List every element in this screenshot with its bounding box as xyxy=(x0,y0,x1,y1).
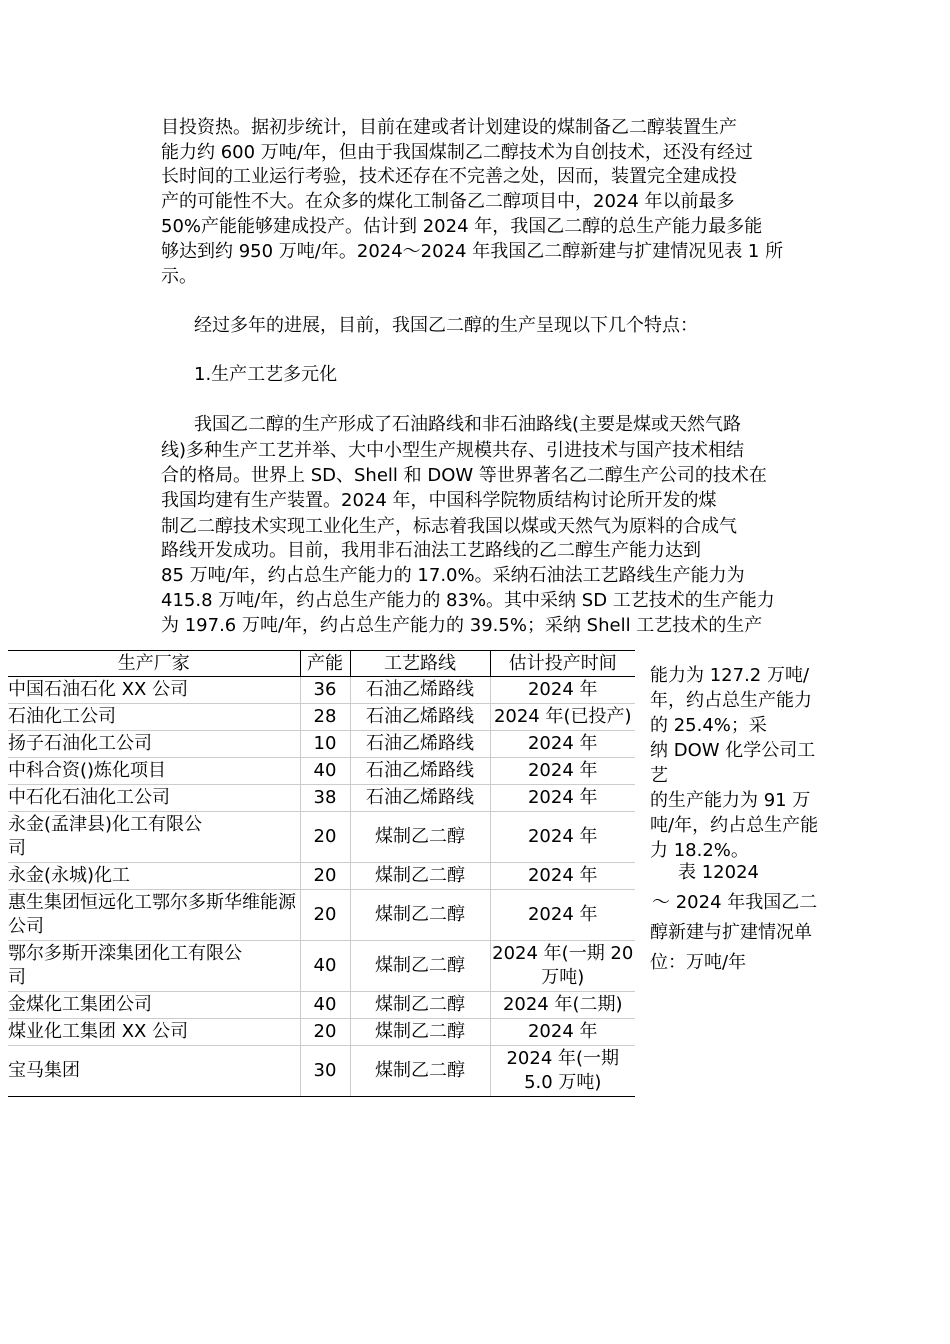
side-line: 艺 xyxy=(650,765,668,786)
text-line: 能力约 600 万吨/年，但由于我国煤制乙二醇技术为自创技术，还没有经过 xyxy=(161,142,753,163)
table-row xyxy=(8,704,635,731)
side-line: 年，约占总生产能力 xyxy=(650,690,812,711)
cell-capacity: 40 xyxy=(300,758,350,785)
cell-date: 2024 年 xyxy=(490,863,635,890)
cell-company: 中石化石油化工公司 xyxy=(8,785,300,812)
cell-company: 扬子石油化工公司 xyxy=(8,731,300,758)
text-line: 长时间的工业运行考验，技术还存在不完善之处，因而，装置完全建成投 xyxy=(161,166,737,187)
text-line: 路线开发成功。目前，我用非石油法工艺路线的乙二醇生产能力达到 xyxy=(161,540,701,561)
table-row xyxy=(8,677,635,704)
cell-route: 石油乙烯路线 xyxy=(350,758,490,785)
cell-company xyxy=(8,941,300,992)
cell-capacity: 20 xyxy=(300,863,350,890)
table-row xyxy=(8,812,635,863)
cell-route: 煤制乙二醇 xyxy=(350,1019,490,1046)
side-line: 的生产能力为 91 万 xyxy=(650,790,811,811)
text-line: 我国乙二醇的生产形成了石油路线和非石油路线(主要是煤或天然气路 xyxy=(194,414,742,435)
text-line: 415.8 万吨/年，约占总生产能力的 83%。其中采纳 SD 工艺技术的生产能力 xyxy=(161,590,775,611)
cell-date: 2024 年(已投产) xyxy=(490,704,635,731)
cell-capacity: 40 xyxy=(300,992,350,1019)
cell-capacity: 20 xyxy=(300,890,350,941)
table-row xyxy=(8,863,635,890)
cell-capacity: 20 xyxy=(300,812,350,863)
header-route: 工艺路线 xyxy=(350,651,490,677)
text-line: 我国均建有生产装置。2024 年，中国科学院物质结构讨论所开发的煤 xyxy=(161,490,717,511)
cell-route: 石油乙烯路线 xyxy=(350,704,490,731)
text-line: 够达到约 950 万吨/年。2024～2024 年我国乙二醇新建与扩建情况见表 1 所 xyxy=(161,241,784,262)
cell-route: 石油乙烯路线 xyxy=(350,731,490,758)
text-line: 合的格局。世界上 SD、Shell 和 DOW 等世界著名乙二醇生产公司的技术在 xyxy=(161,465,767,486)
capacity-table xyxy=(8,650,635,1097)
cell-company: 惠生集团恒远化工鄂尔多斯华维能源公司 xyxy=(8,890,300,941)
cell-company: 石油化工公司 xyxy=(8,704,300,731)
cell-capacity: 20 xyxy=(300,1019,350,1046)
cell-route: 石油乙烯路线 xyxy=(350,785,490,812)
cell-company: 宝马集团 xyxy=(8,1046,300,1097)
cell-route: 煤制乙二醇 xyxy=(350,863,490,890)
cell-date: 2024 年 xyxy=(490,731,635,758)
cell-capacity: 30 xyxy=(300,1046,350,1097)
text-line: 85 万吨/年，约占总生产能力的 17.0%。采纳石油法工艺路线生产能力为 xyxy=(161,565,745,586)
text-line: 制乙二醇技术实现工业化生产，标志着我国以煤或天然气为原料的合成气 xyxy=(161,516,737,537)
paragraph-features-intro: 经过多年的进展，目前，我国乙二醇的生产呈现以下几个特点： xyxy=(194,315,698,336)
cell-date: 2024 年 xyxy=(490,890,635,941)
cell-route: 石油乙烯路线 xyxy=(350,677,490,704)
text-line: 产的可能性不大。在众多的煤化工制备乙二醇项目中，2024 年以前最多 xyxy=(161,191,735,212)
table-row xyxy=(8,785,635,812)
table-row xyxy=(8,941,635,992)
cell-date: 2024 年 xyxy=(490,812,635,863)
caption-line: ～ 2024 年我国乙二 xyxy=(652,892,818,913)
cell-date: 2024 年 xyxy=(490,758,635,785)
cell-date: 2024 年 xyxy=(490,677,635,704)
side-line: 纳 DOW 化学公司工 xyxy=(650,740,816,761)
cell-date: 2024 年(一期 5.0 万吨) xyxy=(490,1046,635,1097)
table-row xyxy=(8,890,635,941)
text-line: 50%产能能够建成投产。估计到 2024 年，我国乙二醇的总生产能力最多能 xyxy=(161,216,763,237)
text-line: 线)多种生产工艺并举、大中小型生产规模共存、引进技术与国产技术相结 xyxy=(161,440,745,461)
cell-company xyxy=(8,812,300,863)
cell-date: 2024 年(一期 20 万吨) xyxy=(490,941,635,992)
header-capacity: 产能 xyxy=(300,651,350,677)
table-row xyxy=(8,992,635,1019)
cell-company: 中科合资()炼化项目 xyxy=(8,758,300,785)
caption-line: 位：万吨/年 xyxy=(650,952,747,973)
table-row xyxy=(8,1046,635,1097)
cell-date: 2024 年 xyxy=(490,1019,635,1046)
cell-capacity: 10 xyxy=(300,731,350,758)
section-heading: 1.生产工艺多元化 xyxy=(194,364,338,385)
cell-capacity: 28 xyxy=(300,704,350,731)
table-row xyxy=(8,758,635,785)
cell-company: 金煤化工集团公司 xyxy=(8,992,300,1019)
cell-route: 煤制乙二醇 xyxy=(350,812,490,863)
cell-route: 煤制乙二醇 xyxy=(350,992,490,1019)
header-date: 估计投产时间 xyxy=(490,651,635,677)
side-line: 吨/年，约占总生产能 xyxy=(650,815,819,836)
cell-company: 中国石油石化 XX 公司 xyxy=(8,677,300,704)
cell-capacity: 38 xyxy=(300,785,350,812)
side-line: 的 25.4%；采 xyxy=(650,715,767,736)
header-company: 生产厂家 xyxy=(8,651,300,677)
company-name: 鄂尔多斯开滦集团化工有限公司 xyxy=(8,943,242,988)
caption-line: 表 12024 xyxy=(678,862,759,883)
cell-company: 煤业化工集团 XX 公司 xyxy=(8,1019,300,1046)
side-line: 力 18.2%。 xyxy=(650,840,749,861)
cell-route: 煤制乙二醇 xyxy=(350,941,490,992)
cell-date: 2024 年(二期) xyxy=(490,992,635,1019)
table-row xyxy=(8,1019,635,1046)
side-line: 能力为 127.2 万吨/ xyxy=(650,665,810,686)
text-line: 目投资热。据初步统计，目前在建或者计划建设的煤制备乙二醇装置生产 xyxy=(161,117,737,138)
text-line: 示。 xyxy=(161,266,197,287)
caption-line: 醇新建与扩建情况单 xyxy=(650,922,812,943)
cell-route: 煤制乙二醇 xyxy=(350,890,490,941)
cell-capacity: 36 xyxy=(300,677,350,704)
company-name: 永金(孟津县)化工有限公司 xyxy=(8,814,203,859)
cell-route: 煤制乙二醇 xyxy=(350,1046,490,1097)
cell-date: 2024 年 xyxy=(490,785,635,812)
text-line: 为 197.6 万吨/年，约占总生产能力的 39.5%；采纳 Shell 工艺技术的生产 xyxy=(161,615,763,636)
table-header-row xyxy=(8,651,635,677)
cell-company: 永金(永城)化工 xyxy=(8,863,300,890)
table-row xyxy=(8,731,635,758)
cell-capacity: 40 xyxy=(300,941,350,992)
